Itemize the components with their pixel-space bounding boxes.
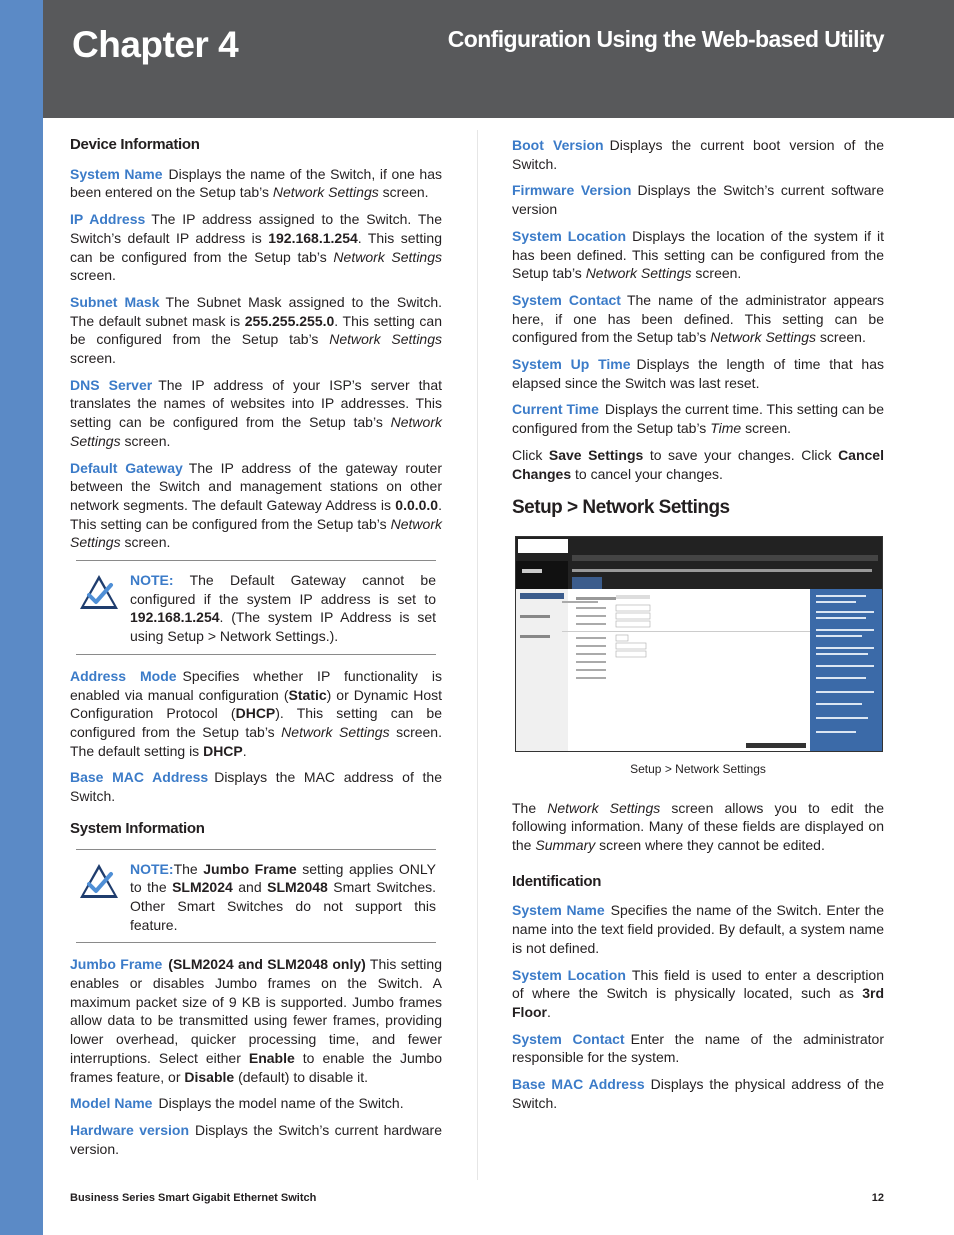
note-jumbo-frame <box>76 849 436 944</box>
page-sidebar <box>0 0 43 1235</box>
page-number: 12 <box>871 1192 884 1204</box>
id-system-name-entry: System Name Specifies the name of the Switch. Enter the name into the text field provided. By default, a system name is not defined. <box>512 902 885 956</box>
identification-heading: Identification <box>512 872 602 890</box>
system-name-entry: System Name Displays the name of the Switch, if one has been entered on the Setup tab’s Network Settings screen. <box>70 165 442 201</box>
note-text: NOTE: The Default Gateway cannot be configured if the system IP address is set to 192.168.1.254. (The system IP Address is set using Setup > Network Settings.). <box>130 572 436 645</box>
system-info-heading: System Information <box>70 819 205 837</box>
column-divider <box>477 130 478 1180</box>
note-default-gateway <box>76 560 436 655</box>
section-title: Configuration Using the Web-based Utility <box>447 26 884 52</box>
screenshot-thumbnail <box>516 537 882 751</box>
boot-version-entry: Boot Version Displays the current boot version of the Switch. <box>512 137 884 172</box>
figure-caption: Setup > Network Settings <box>630 761 766 776</box>
checkmark-icon <box>78 862 120 900</box>
term: Boot Version <box>512 137 604 153</box>
hardware-version-entry: Hardware version Displays the Switch’s current hardware version. <box>70 1121 443 1157</box>
base-mac-entry: Base MAC Address Displays the MAC address of the Switch. <box>70 769 442 805</box>
term: Base MAC Address <box>512 1076 645 1093</box>
checkmark-icon <box>78 573 120 611</box>
term: Default Gateway <box>70 459 183 476</box>
subnet-mask-entry: Subnet Mask The Subnet Mask assigned to the Switch. The default subnet mask is 255.255.255.0. This setting can be configured from the Setup tab’s Network Settings screen. <box>70 293 443 367</box>
term: Firmware Version <box>512 182 632 199</box>
term: Model Name <box>70 1095 153 1112</box>
system-location-entry: System Location Displays the location of the system if it has been defined. This setting can be configured from the Setup tab’s Network Settings screen. <box>512 227 884 282</box>
default-gateway-entry: Default Gateway The IP address of the gateway router between the Switch and management stations on other network segments. The default Gateway Address is 0.0.0.0. This setting can be configured from the Setup tab’s Network Settings screen. <box>70 459 442 551</box>
term: System Name <box>70 165 163 182</box>
dns-server-entry: DNS Server The IP address of your ISP’s server that translates the names of websites into IP addresses. This setting can be configured from the Setup tab’s Network Settings screen. <box>70 376 442 449</box>
network-intro: The Network Settings screen allows you to edit the following information. Many of these fields are displayed on the Summary screen where they cannot be edited. <box>512 799 885 854</box>
network-settings-heading: Setup > Network Settings <box>512 497 730 519</box>
right-column <box>512 136 884 1121</box>
ip-address-entry: IP Address The IP address assigned to the Switch. The Switch’s default IP address is 192.168.1.254. This setting can be configured from the Setup tab’s Network Settings screen. <box>70 211 442 284</box>
model-name-entry: Model Name Displays the model name of the Switch. <box>70 1095 404 1112</box>
network-settings-screenshot <box>515 536 883 752</box>
note-text: NOTE:The Jumbo Frame setting applies ONLY to the SLM2024 and SLM2048 Smart Switches. Other Smart Switches do not support this feature. <box>130 860 437 933</box>
term: Base MAC Address <box>70 769 209 786</box>
current-time-entry: Current Time Displays the current time. This setting can be configured from the Setup tab’s Time screen. <box>512 401 884 437</box>
term: Hardware version <box>70 1121 190 1138</box>
left-column <box>70 136 442 1166</box>
id-system-location-entry: System Location This field is used to enter a description of where the Switch is physically located, such as 3rd Floor. <box>512 966 885 1020</box>
address-mode-entry: Address Mode Specifies whether IP functionality is enabled via manual configuration (Static) or Dynamic Host Configuration Protocol (DHCP). This setting can be configured from the Setup tab’s Network Settings screen. The default setting is DHCP. <box>70 667 442 759</box>
term: System Name <box>512 902 605 919</box>
term: Jumbo Frame <box>70 956 163 973</box>
id-system-contact-entry: System Contact Enter the name of the administrator responsible for the system. <box>512 1030 885 1066</box>
firmware-version-entry: Firmware Version Displays the Switch’s current software version <box>512 182 885 218</box>
system-up-time-entry: System Up Time Displays the length of time that has elapsed since the Switch was last reset. <box>512 356 884 391</box>
term: System Contact <box>512 291 621 308</box>
save-instructions: Click Save Settings to save your changes. Click Cancel Changes to cancel your changes. <box>512 446 884 482</box>
term: Address Mode <box>70 667 177 684</box>
term: System Location <box>512 966 626 983</box>
term: System Location <box>512 227 627 244</box>
system-contact-entry: System Contact The name of the administrator appears here, if one has been defined. This setting can be configured from the Setup tab’s Network Settings screen. <box>512 291 884 346</box>
term: Current Time <box>512 401 599 418</box>
term: Subnet Mask <box>70 293 160 310</box>
term: IP Address <box>70 211 146 228</box>
term: DNS Server <box>70 376 153 393</box>
device-info-heading: Device Information <box>70 136 200 153</box>
chapter-title: Chapter 4 <box>72 24 239 65</box>
term: System Up Time <box>512 356 631 373</box>
term: System Contact <box>512 1030 625 1047</box>
id-base-mac-entry: Base MAC Address Displays the physical address of the Switch. <box>512 1076 884 1111</box>
footer-product: Business Series Smart Gigabit Ethernet Switch <box>70 1192 317 1204</box>
jumbo-frame-entry: Jumbo Frame (SLM2024 and SLM2048 only) This setting enables or disables Jumbo frames on the Switch. A maximum packet size of 9 KB is supported. Jumbo frames allow data to be transmitted using fewer frames, providing lower overhead, quicker processing time, and fewer interruptions. Select either Enable to enable the Jumbo frames feature, or Disable (default) to disable it. <box>70 956 442 1085</box>
